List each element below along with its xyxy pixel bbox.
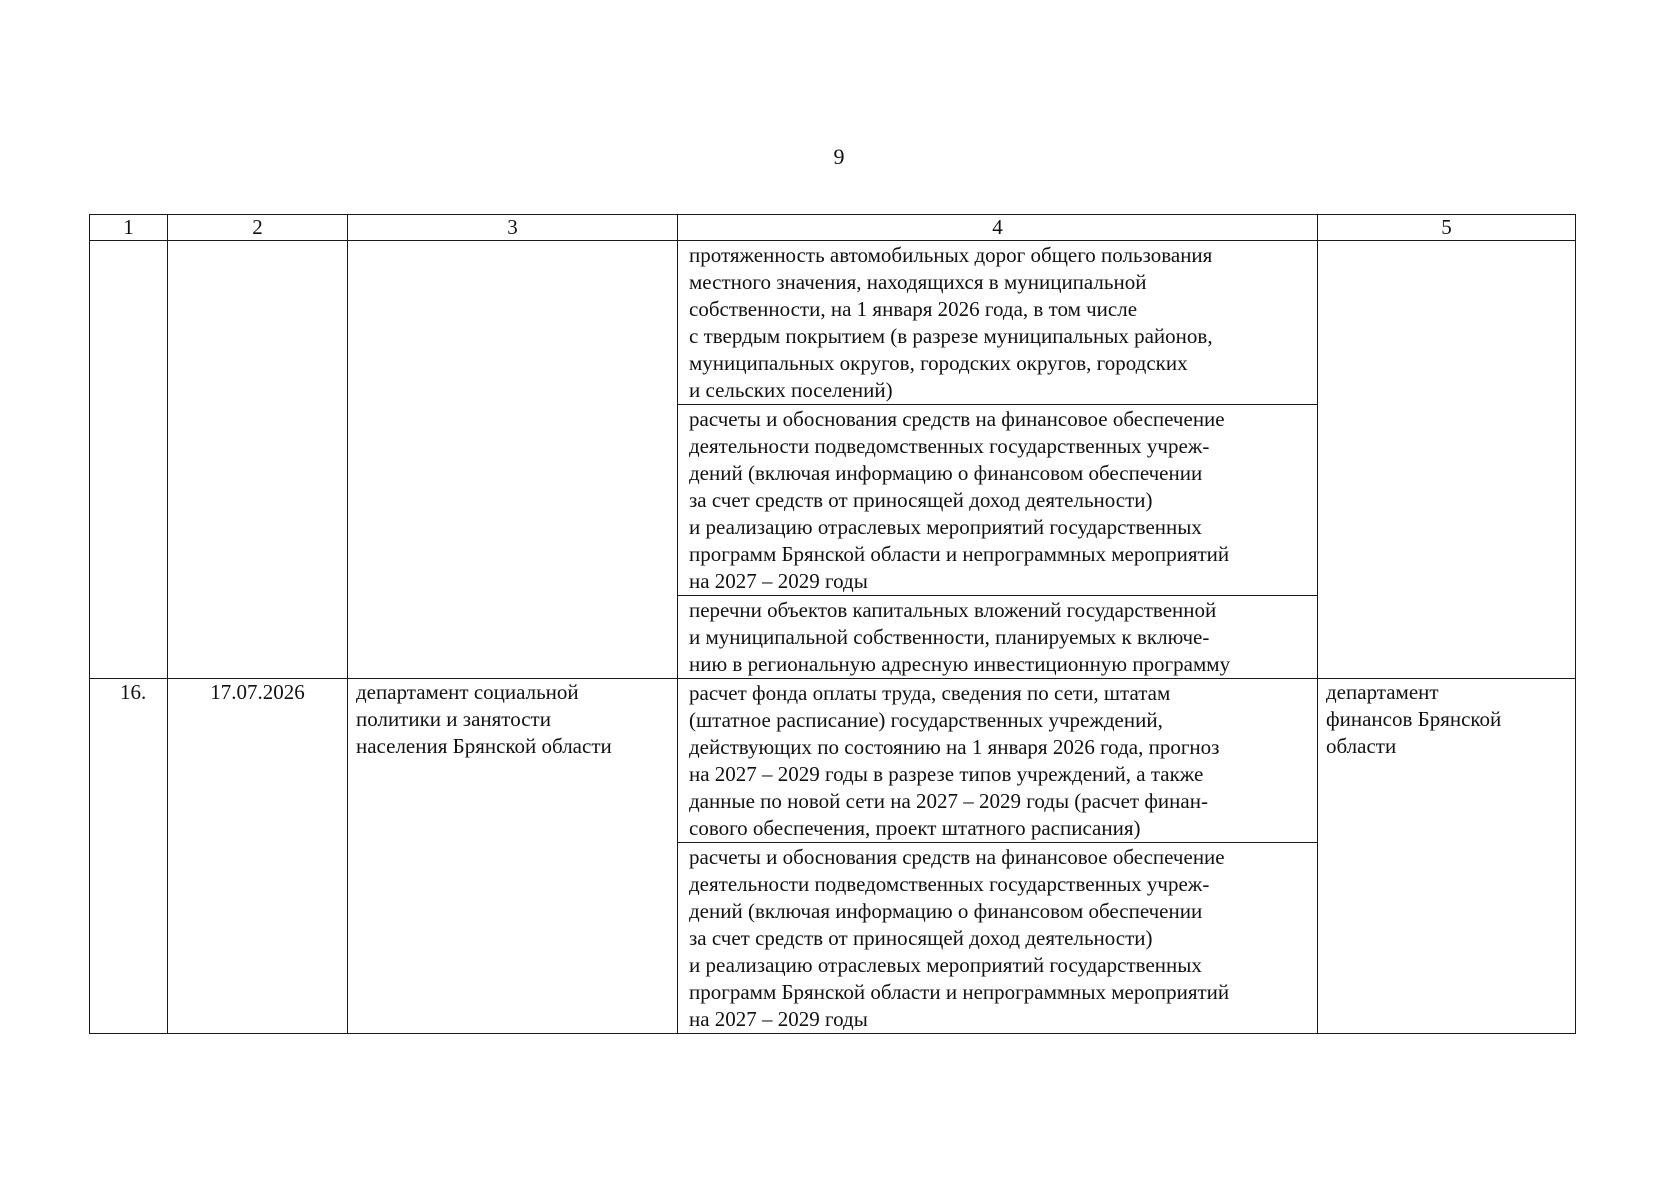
row-recipient [1318,679,1576,1034]
table-row-16 [90,679,1576,1034]
document-line: собственности, на 1 января 2026 года, в том числе [689,297,1138,321]
document-item [678,404,1317,595]
column-header-2: 2 [168,215,348,241]
document-line: на 2027 – 2029 годы в разрезе типов учреждений, а также [689,762,1204,786]
document-line: программ Брянской области и непрограммных мероприятий [689,980,1230,1004]
document-line: дений (включая информацию о финансовом обеспечении [689,461,1203,485]
header-row [90,215,1576,241]
document-line: расчет фонда оплаты труда, сведения по сети, штатам [689,681,1171,705]
submitter-line: политики и занятости [356,707,551,731]
document-line: на 2027 – 2029 годы [689,569,868,593]
document-line: (штатное расписание) государственных учреждений, [689,708,1163,732]
document-line: и реализацию отраслевых мероприятий государственных [689,953,1202,977]
schedule-table [89,214,1576,1034]
column-header-1: 1 [90,215,168,241]
document-line: деятельности подведомственных государственных учреж- [689,872,1210,896]
continuation-documents-cell [678,241,1318,679]
continuation-recipient-cell [1318,241,1576,679]
document-line: расчеты и обоснования средств на финансовое обеспечение [689,845,1225,869]
document-line: на 2027 – 2029 годы [689,1007,868,1031]
document-line: с твердым покрытием (в разрезе муниципальных районов, [689,324,1213,348]
document-line: сового обеспечения, проект штатного расписания) [689,816,1141,840]
submitter-line: департамент социальной [356,680,579,704]
document-line: протяженность автомобильных дорог общего пользования [689,243,1213,267]
document-item [678,241,1317,404]
column-header-5: 5 [1318,215,1576,241]
column-header-3: 3 [348,215,678,241]
document-line: данные по новой сети на 2027 – 2029 годы (расчет финан- [689,789,1208,813]
continuation-row [90,241,1576,679]
document-line: перечни объектов капитальных вложений государственной [689,598,1217,622]
document-line: и муниципальной собственности, планируемых к включе- [689,625,1210,649]
submitter-line: населения Брянской области [356,734,612,758]
continuation-submitter-cell [348,241,678,679]
document-line: действующих по состоянию на 1 января 2026 года, прогноз [689,735,1220,759]
row-documents-cell [678,679,1318,1034]
continuation-number-cell [90,241,168,679]
document-line: нию в региональную адресную инвестиционную программу [689,652,1231,676]
column-header-4: 4 [678,215,1318,241]
document-item [678,679,1317,842]
continuation-date-cell [168,241,348,679]
recipient-line: департамент [1326,680,1439,704]
row-number: 16. [90,679,168,1034]
document-item [678,842,1317,1033]
document-line: за счет средств от приносящей доход деятельности) [689,488,1153,512]
document-line: программ Брянской области и непрограммных мероприятий [689,542,1230,566]
document-line: и сельских поселений) [689,378,893,402]
document-line: деятельности подведомственных государственных учреж- [689,434,1210,458]
recipient-line: финансов Брянской [1326,707,1502,731]
document-line: и реализацию отраслевых мероприятий государственных [689,515,1202,539]
row-date: 17.07.2026 [168,679,348,1034]
document-item [678,595,1317,678]
document-line: за счет средств от приносящей доход деятельности) [689,926,1153,950]
document-line: местного значения, находящихся в муниципальной [689,270,1147,294]
row-submitter [348,679,678,1034]
recipient-line: области [1326,734,1397,758]
page-number: 9 [833,144,845,169]
document-line: дений (включая информацию о финансовом обеспечении [689,899,1203,923]
document-line: расчеты и обоснования средств на финансовое обеспечение [689,407,1225,431]
document-line: муниципальных округов, городских округов, городских [689,351,1188,375]
